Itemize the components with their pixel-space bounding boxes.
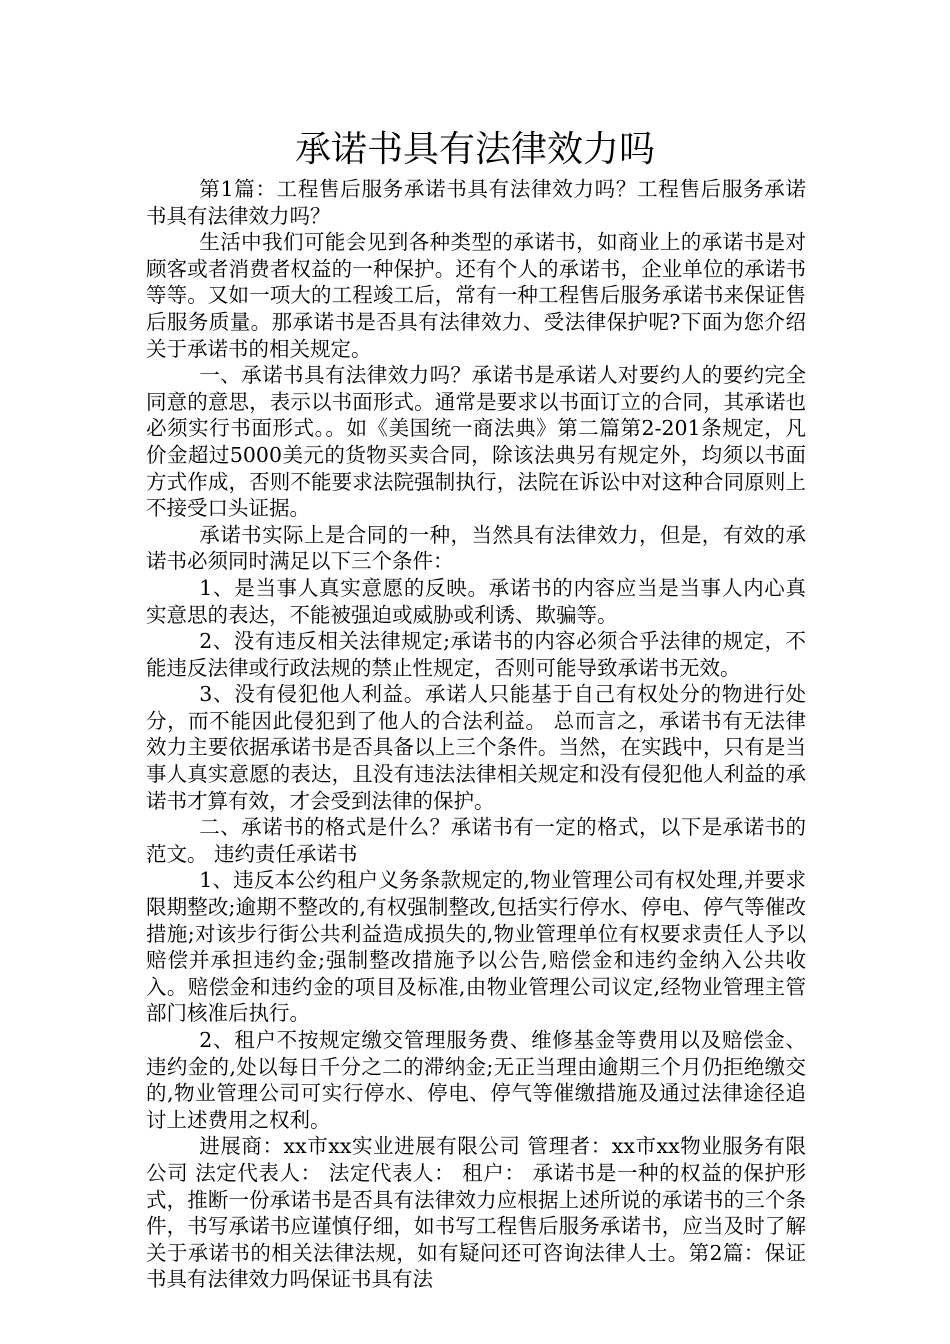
paragraph-condition-3: 3、没有侵犯他人利益。承诺人只能基于自己有权处分的物进行处分，而不能因此侵犯到了他人的合法利益。 总而言之，承诺书有无法律效力主要依据承诺书是否具备以上三个条件。当然，在实践中，只有是当事人真实意愿的表达，且没有违法法律相关规定和没有侵犯他人利益的承诺书才算有效，才会受到法律的保护。: [146, 682, 806, 813]
paragraph-condition-2: 2、没有违反相关法律规定;承诺书的内容必须合乎法律的规定，不能违反法律或行政法规的禁止性规定，否则可能导致承诺书无效。: [146, 629, 806, 680]
paragraph-condition-1: 1、是当事人真实意愿的反映。承诺书的内容应当是当事人内心真实意思的表达，不能被强迫或威胁或利诱、欺骗等。: [146, 575, 806, 627]
paragraph-signatories: 进展商：xx市xx实业进展有限公司 管理者：xx市xx物业服务有限公司 法定代表人： 法定代表人： 租户： 承诺书是一种的权益的保护形式，推断一份承诺书是否具有法律效力应根据上述所说的承诺书的三个条件，书写承诺书应谨慎仔细，如书写工程售后服务承诺书，应当及时了解关于承诺书的相关法律法规，如有疑问还可咨询法律人士。第2篇：保证书具有法律效力吗保证书具有法: [146, 1134, 806, 1292]
paragraph-conditions-intro: 承诺书实际上是合同的一种，当然具有法律效力，但是，有效的承诺书必须同时满足以下三个条件：: [146, 522, 806, 574]
paragraph-clause-1: 1、违反本公约租户义务条款规定的,物业管理公司有权处理,并要求限期整改;逾期不整改的,有权强制整改,包括实行停水、停电、停气等催改措施;对该步行街公共利益造成损失的,物业管理单位有权要求责任人予以赔偿并承担违约金;强制整改措施予以公告,赔偿金和违约金纳入公共收入。赔偿金和违约金的项目及标准,由物业管理公司议定,经物业管理主管部门核准后执行。: [146, 868, 806, 1026]
paragraph-clause-2: 2、租户不按规定缴交管理服务费、维修基金等费用以及赔偿金、违约金的,处以每日千分之二的滞纳金;无正当理由逾期三个月仍拒绝缴交的,物业管理公司可实行停水、停电、停气等催缴措施及通过法律途径追讨上述费用之权利。: [146, 1028, 806, 1132]
paragraph-intro: 生活中我们可能会见到各种类型的承诺书，如商业上的承诺书是对顾客或者消费者权益的一种保护。还有个人的承诺书，企业单位的承诺书等等。又如一项大的工程竣工后，常有一种工程售后服务承诺书来保证售后服务质量。那承诺书是否具有法律效力、受法律保护呢?下面为您介绍关于承诺书的相关规定。: [146, 230, 806, 361]
document-title: 承诺书具有法律效力吗: [294, 129, 655, 170]
document-body: [146, 176, 806, 1293]
paragraph-part-heading: 第1篇：工程售后服务承诺书具有法律效力吗？工程售后服务承诺书具有法律效力吗？: [146, 177, 806, 228]
paragraph-section-one: 一、承诺书具有法律效力吗？承诺书是承诺人对要约人的要约完全同意的意思，表示以书面形式。通常是要求以书面订立的合同，其承诺也必须实行书面形式。。如《美国统一商法典》第二篇第2-201条规定，凡价金超过5000美元的货物买卖合同，除该法典另有规定外，均须以书面方式作成，否则不能要求法院强制执行，法院在诉讼中对这种合同原则上不接受口头证据。: [146, 363, 806, 521]
paragraph-section-two: 二、承诺书的格式是什么？承诺书有一定的格式，以下是承诺书的范文。 违约责任承诺书: [146, 815, 806, 866]
